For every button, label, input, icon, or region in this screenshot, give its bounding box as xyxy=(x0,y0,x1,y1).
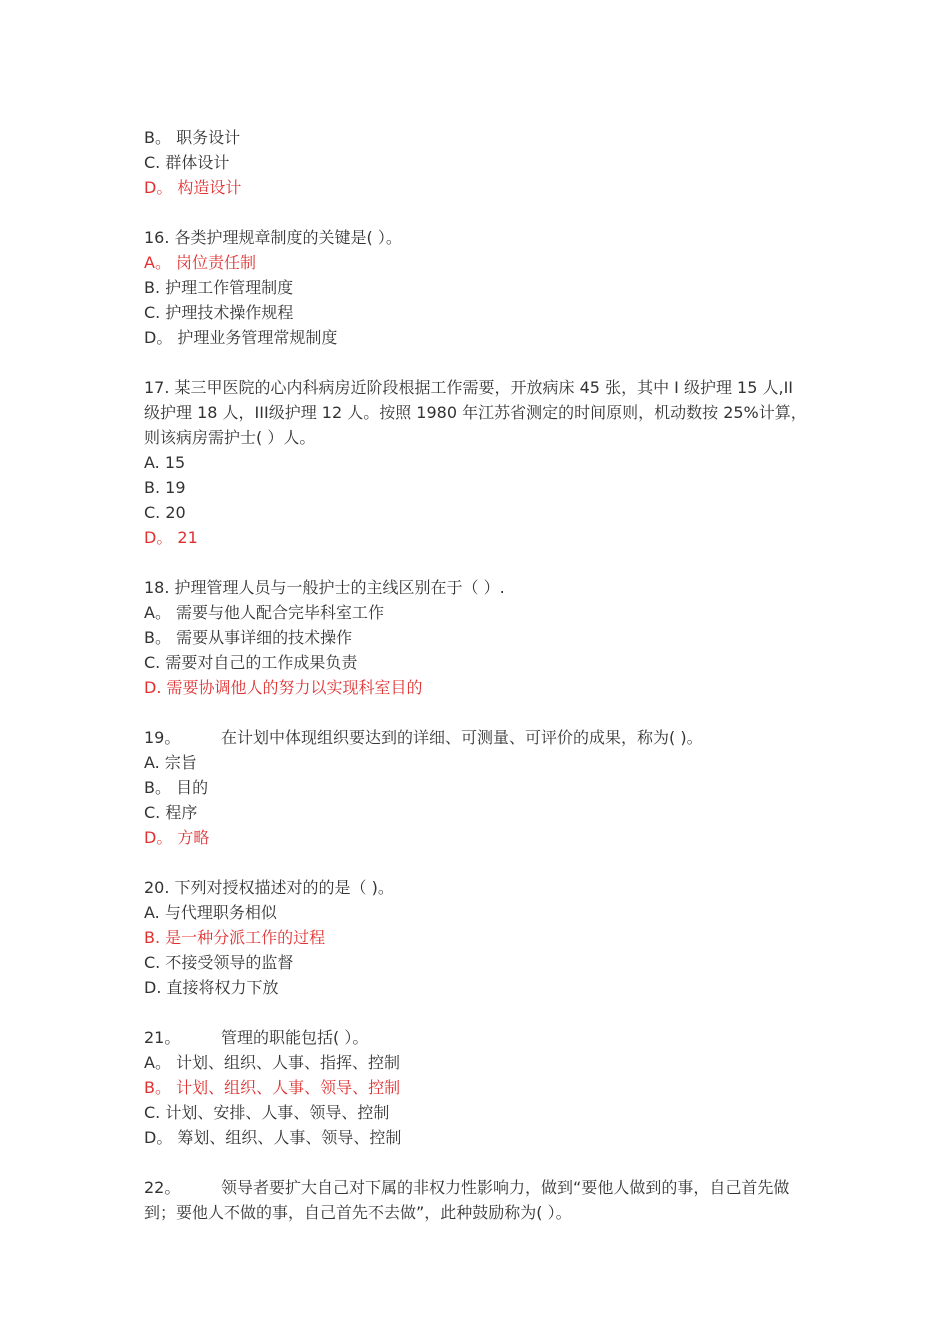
question-21 xyxy=(144,1025,810,1150)
correct-option-d: D。 构造设计 xyxy=(144,178,242,197)
option-c: C. 护理技术操作规程 xyxy=(144,303,294,322)
option-b: B。 需要从事详细的技术操作 xyxy=(144,628,353,647)
option-b: B. 护理工作管理制度 xyxy=(144,278,294,297)
option-c: C. 20 xyxy=(144,503,186,522)
option-b: B。 职务设计 xyxy=(144,128,241,147)
intro-options xyxy=(144,125,810,200)
correct-option-d: D. 需要协调他人的努力以实现科室目的 xyxy=(144,678,423,697)
question-16 xyxy=(144,225,810,350)
question-20 xyxy=(144,875,810,1000)
option-c: C. 程序 xyxy=(144,803,198,822)
option-b: B. 19 xyxy=(144,478,186,497)
option-d: D。 筹划、组织、人事、领导、控制 xyxy=(144,1128,402,1147)
question-stem: 21。 管理的职能包括( ）。 xyxy=(144,1028,369,1047)
question-19 xyxy=(144,725,810,850)
option-a: A. 15 xyxy=(144,453,186,472)
option-c: C. 群体设计 xyxy=(144,153,230,172)
question-stem: 20. 下列对授权描述对的的是（ )。 xyxy=(144,878,394,897)
correct-option-d: D。 21 xyxy=(144,528,198,547)
question-stem: 17. 某三甲医院的心内科病房近阶段根据工作需要，开放病床 45 张，其中 I 级护理 15 人,II 级护理 18 人，III级护理 12 人。按照 1980 年江苏省测定的时间原则，机动数按 25%计算，则该病房需护士( ）人。 xyxy=(144,378,807,447)
question-stem: 18. 护理管理人员与一般护士的主线区别在于（ ）. xyxy=(144,578,505,597)
correct-option-d: D。 方略 xyxy=(144,828,210,847)
option-a: A. 与代理职务相似 xyxy=(144,903,277,922)
option-a: A。 计划、组织、人事、指挥、控制 xyxy=(144,1053,401,1072)
option-a: A. 宗旨 xyxy=(144,753,197,772)
correct-option-b: B. 是一种分派工作的过程 xyxy=(144,928,326,947)
question-22 xyxy=(144,1175,810,1225)
option-b: B。 目的 xyxy=(144,778,209,797)
option-c: C. 不接受领导的监督 xyxy=(144,953,294,972)
option-c: C. 计划、安排、人事、领导、控制 xyxy=(144,1103,390,1122)
option-a: A。 需要与他人配合完毕科室工作 xyxy=(144,603,385,622)
question-stem: 22。 领导者要扩大自己对下属的非权力性影响力，做到“要他人做到的事，自己首先做到；要他人不做的事，自己首先不去做”，此种鼓励称为( ）。 xyxy=(144,1178,790,1222)
option-d: D. 直接将权力下放 xyxy=(144,978,279,997)
correct-option-b: B。 计划、组织、人事、领导、控制 xyxy=(144,1078,401,1097)
option-d: D。 护理业务管理常规制度 xyxy=(144,328,338,347)
question-17 xyxy=(144,375,810,550)
question-stem: 19。 在计划中体现组织要达到的详细、可测量、可评价的成果，称为( )。 xyxy=(144,728,703,747)
question-18 xyxy=(144,575,810,700)
question-stem: 16. 各类护理规章制度的关键是( ）。 xyxy=(144,228,402,247)
correct-option-a: A。 岗位责任制 xyxy=(144,253,257,272)
option-c: C. 需要对自己的工作成果负责 xyxy=(144,653,358,672)
document-body xyxy=(144,125,810,1250)
